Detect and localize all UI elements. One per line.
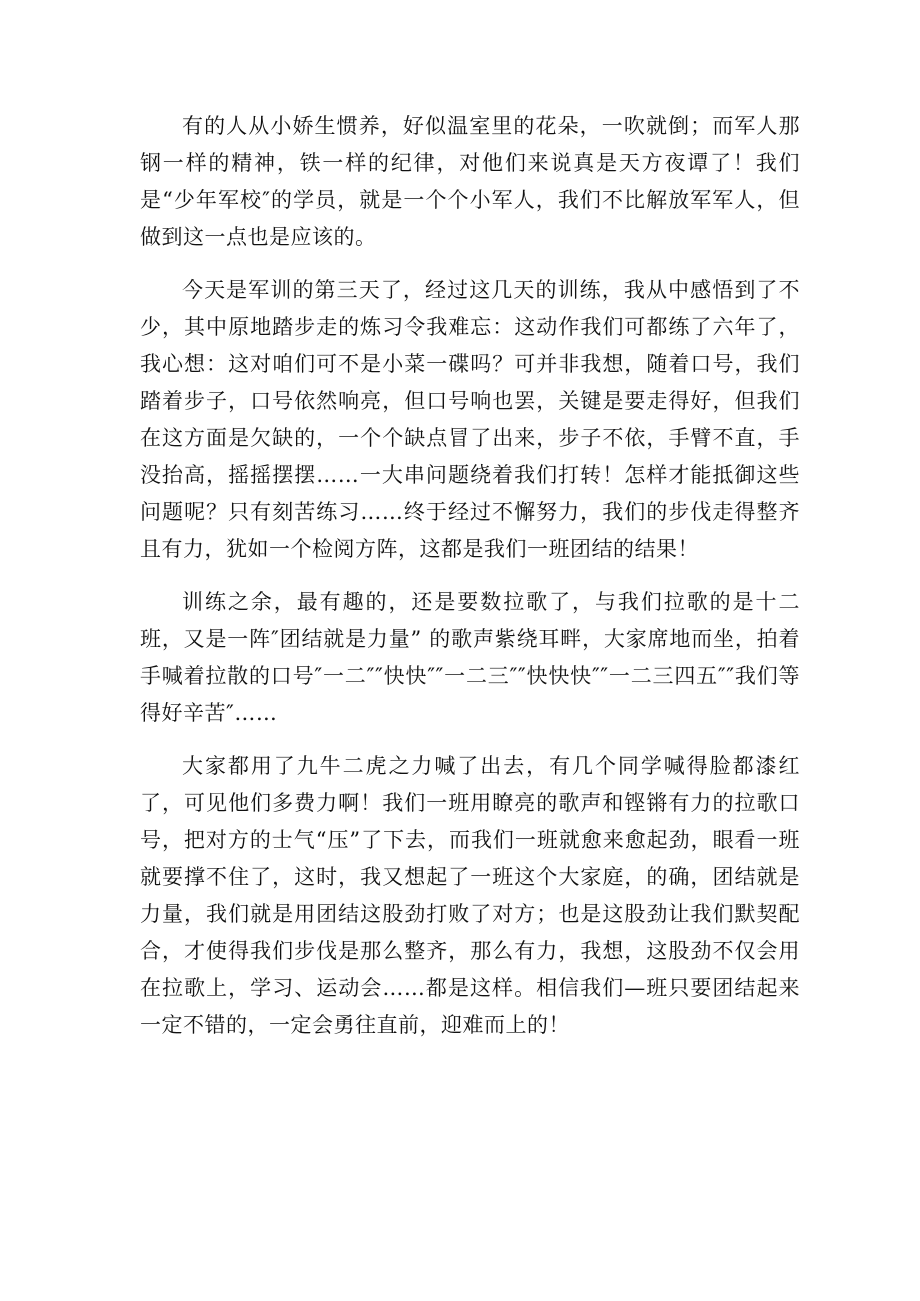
paragraph-2: 今天是军训的第三天了，经过这几天的训练，我从中感悟到了不少，其中原地踏步走的炼习令我难忘：这动作我们可都练了六年了，我心想：这对咱们可不是小菜一碟吗？可并非我想，随着口号，我们踏着步子，口号依然响亮，但口号响也罢，关键是要走得好，但我们在这方面是欠缺的，一个个缺点冒了出来，步子不依，手臂不直，手没抬高，摇摇摆摆……一大串问题绕着我们打转！怎样才能抵御这些问题呢？只有刻苦练习……终于经过不懈努力，我们的步伐走得整齐且有力，犹如一个检阅方阵，这都是我们一班团结的结果！ [140, 278, 800, 561]
paragraph-3: 训练之余，最有趣的，还是要数拉歌了，与我们拉歌的是十二班，又是一阵″团结就是力量” 的歌声紫绕耳畔，大家席地而坐，拍着手喊着拉散的口号″一二″″快快″″一二三″″快快快″″一二三四五″″我们等得好辛苦″…… [140, 590, 800, 725]
paragraph-1: 有的人从小娇生惯养，好似温室里的花朵，一吹就倒；而军人那钢一样的精神，铁一样的纪律，对他们来说真是天方夜谭了！我们是“少年军校″的学员，就是一个个小军人，我们不比解放军军人，但做到这一点也是应该的。 [140, 114, 800, 249]
document-body [140, 108, 800, 1060]
paragraph-4: 大家都用了九牛二虎之力喊了出去，有几个同学喊得脸都漆红了，可见他们多费力啊！我们一班用瞭亮的歌声和铿锵有力的拉歌口号，把对方的士气“压”了下去，而我们一班就愈来愈起劲，眼看一班就要撑不住了，这时，我又想起了一班这个大家庭，的确，团结就是力量，我们就是用团结这股劲打败了对方；也是这股劲让我们默契配合，才使得我们步伐是那么整齐，那么有力，我想，这股劲不仅会用在拉歌上，学习、运动会……都是这样。相信我们—班只要团结起来一定不错的，一定会勇往直前，迎难而上的！ [140, 754, 800, 1037]
